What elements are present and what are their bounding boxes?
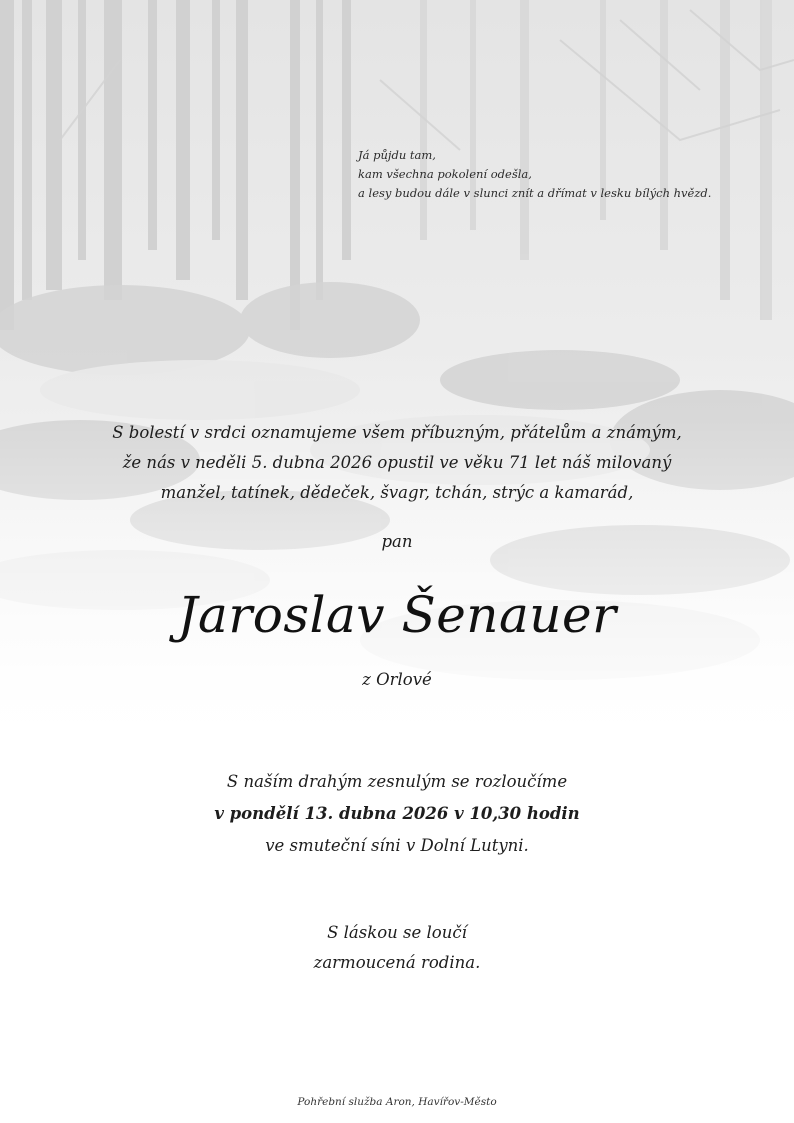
farewell-date-time: v pondělí 13. dubna 2026 v 10,30 hodin <box>214 804 580 823</box>
announcement-line: že nás v neděli 5. dubna 2026 opustil ve věku 71 let náš milovaný <box>122 453 672 472</box>
poem-line: kam všechna pokolení odešla, <box>358 167 532 181</box>
announcement-line: S bolestí v srdci oznamujeme všem příbuzným, přátelům a známým, <box>112 423 682 442</box>
announcement-line: manžel, tatínek, dědeček, švagr, tchán, strýc a kamarád, <box>160 483 634 502</box>
announcement-text <box>0 418 794 508</box>
title-prefix: pan <box>381 532 413 551</box>
signature-line: S láskou se loučí <box>327 923 467 942</box>
signature-block <box>0 918 794 978</box>
farewell-line: S naším drahým zesnulým se rozloučíme <box>226 772 568 791</box>
poem-quote <box>358 146 758 203</box>
origin-town: z Orlové <box>362 670 432 689</box>
deceased-name: Jaroslav Šenauer <box>177 586 617 644</box>
poem-line: Já půjdu tam, <box>358 148 436 162</box>
signature-family: zarmoucená rodina. <box>313 953 481 972</box>
farewell-place: ve smuteční síni v Dolní Lutyni. <box>265 836 529 855</box>
funeral-service-footer: Pohřební služba Aron, Havířov-Město <box>297 1096 497 1108</box>
poem-line: a lesy budou dále v slunci znít a dřímat v lesku bílých hvězd. <box>358 186 712 200</box>
farewell-details <box>0 766 794 862</box>
